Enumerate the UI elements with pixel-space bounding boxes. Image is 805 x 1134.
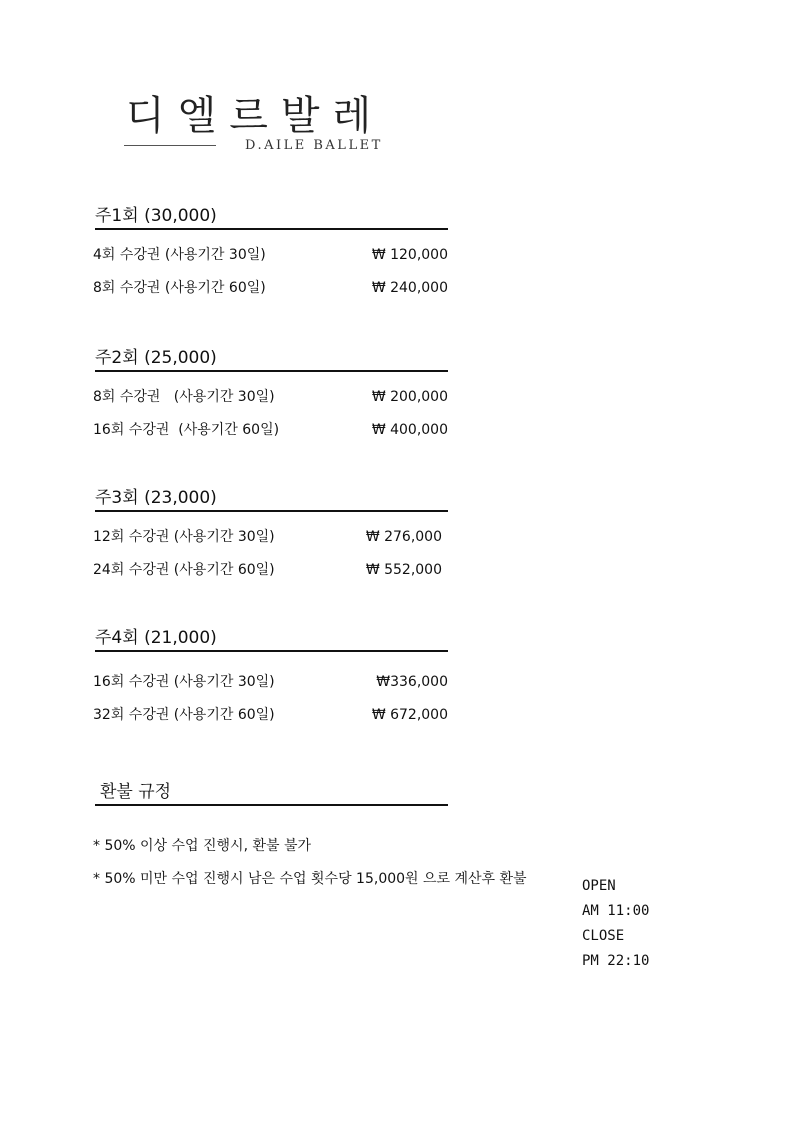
- pass-name: 24회 수강권 (사용기간 60일): [93, 562, 275, 578]
- logo-english-text: D.AILE BALLET: [245, 138, 383, 153]
- close-time: PM 22:10: [582, 953, 650, 969]
- pass-price: ₩ 200,000: [371, 389, 448, 405]
- price-row: [95, 666, 448, 699]
- open-time: AM 11:00: [582, 903, 650, 919]
- refund-rule: * 50% 미만 수업 진행시 남은 수업 횟수당 15,000원 으로 계산후 환불: [93, 871, 527, 887]
- section-heading: 주2회 (25,000): [95, 346, 448, 372]
- pass-name: 8회 수강권 (사용기간 30일): [93, 389, 275, 405]
- close-label: CLOSE: [582, 928, 625, 944]
- pass-price: ₩ 120,000: [371, 247, 448, 263]
- price-section-weekly-4: [95, 626, 448, 732]
- pass-name: 32회 수강권 (사용기간 60일): [93, 707, 275, 723]
- pass-name: 8회 수강권 (사용기간 60일): [93, 280, 266, 296]
- logo: [122, 82, 402, 162]
- price-section-weekly-2: [95, 346, 448, 447]
- price-row: [95, 554, 448, 587]
- pass-name: 16회 수강권 (사용기간 30일): [93, 674, 275, 690]
- pass-price: ₩ 672,000: [371, 707, 448, 723]
- price-section-weekly-3: [95, 486, 448, 587]
- pass-price: ₩ 552,000: [365, 562, 442, 578]
- price-row: [95, 521, 448, 554]
- price-row: [95, 381, 448, 414]
- pass-name: 16회 수강권 (사용기간 60일): [93, 422, 280, 438]
- section-heading: 주4회 (21,000): [95, 626, 448, 652]
- price-row: [95, 272, 448, 305]
- logo-divider: [124, 145, 216, 146]
- pass-name: 4회 수강권 (사용기간 30일): [93, 247, 266, 263]
- pass-price: ₩ 400,000: [371, 422, 448, 438]
- logo-korean-text: 디엘르발레: [126, 93, 385, 139]
- price-row: [95, 414, 448, 447]
- refund-heading: 환불 규정: [95, 780, 448, 806]
- pass-price: ₩336,000: [376, 674, 448, 690]
- price-section-weekly-1: [95, 204, 448, 305]
- pass-price: ₩ 276,000: [365, 529, 442, 545]
- business-hours: [582, 874, 649, 974]
- price-row: [95, 239, 448, 272]
- section-heading: 주1회 (30,000): [95, 204, 448, 230]
- refund-rule: * 50% 이상 수업 진행시, 환불 불가: [93, 838, 312, 854]
- open-label: OPEN: [582, 878, 616, 894]
- pass-name: 12회 수강권 (사용기간 30일): [93, 529, 275, 545]
- refund-policy-section: [95, 780, 448, 806]
- price-row: [95, 699, 448, 732]
- pass-price: ₩ 240,000: [371, 280, 448, 296]
- section-heading: 주3회 (23,000): [95, 486, 448, 512]
